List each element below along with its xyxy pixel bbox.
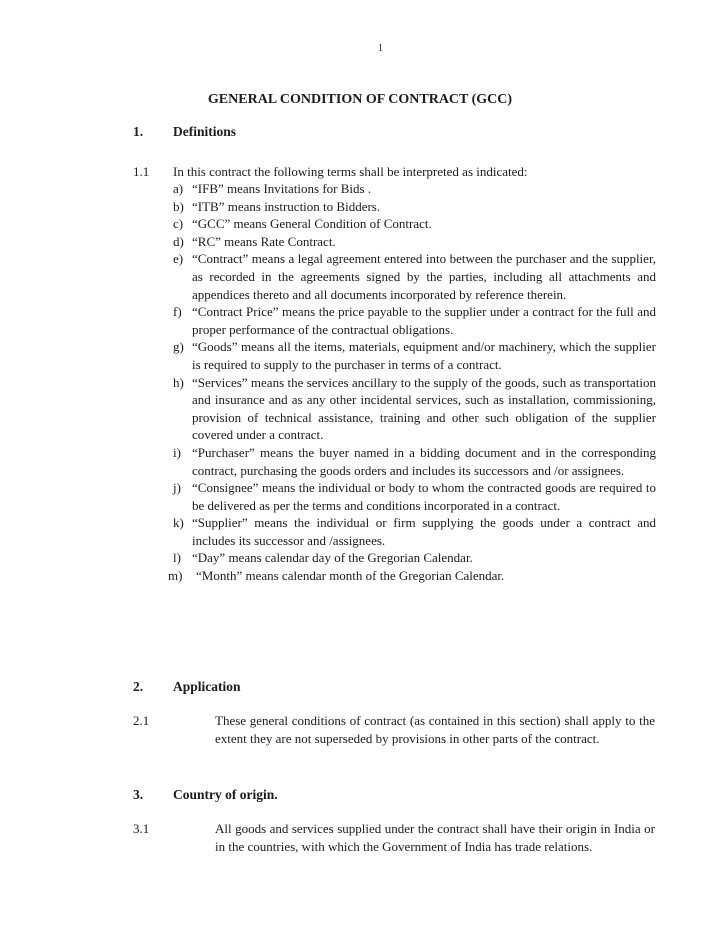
list-marker: g)	[173, 339, 184, 355]
list-item	[173, 374, 656, 444]
list-item	[173, 215, 656, 233]
page-number: 1	[378, 43, 383, 54]
definition-text: “Goods” means all the items, materials, equipment and/or machinery, which the supplier is required to supply to the purchaser in terms of a contract.	[192, 339, 656, 372]
section-title: Definitions	[173, 124, 237, 139]
definition-text: “Consignee” means the individual or body to whom the contracted goods are required to be delivered as per the terms and conditions incorporated in a contract.	[192, 480, 656, 513]
document-title: GENERAL CONDITION OF CONTRACT (GCC)	[207, 92, 513, 107]
definition-text: “ITB” means instruction to Bidders.	[192, 198, 381, 214]
clause-text: These general conditions of contract (as contained in this section) shall apply to the extent they are not superseded by provisions in other parts of the contract.	[215, 713, 655, 746]
list-marker: k)	[173, 515, 184, 531]
list-item	[173, 303, 656, 338]
clause-intro: In this contract the following terms shall be interpreted as indicated:	[173, 164, 528, 179]
section-number: 3.	[133, 787, 144, 802]
definition-text: “Contract” means a legal agreement entered into between the purchaser and the supplier, as recorded in the agreements signed by the parties, including all attachments and appendices thereto and all documents incorporated by reference therein.	[192, 251, 656, 302]
clause-number: 1.1	[133, 164, 150, 179]
list-marker: i)	[173, 444, 181, 460]
list-marker: j)	[173, 480, 181, 496]
definition-text: “RC” means Rate Contract.	[192, 233, 336, 249]
definition-text: “Contract Price” means the price payable to the supplier under a contract for the full and proper performance of the contractual obligations.	[192, 304, 656, 337]
section-title: Country of origin.	[173, 787, 278, 802]
definition-text: “GCC” means General Condition of Contract.	[192, 216, 432, 232]
list-item	[173, 338, 656, 373]
definition-text: “IFB” means Invitations for Bids .	[192, 181, 372, 196]
list-marker: l)	[173, 550, 181, 566]
list-marker: b)	[173, 198, 184, 214]
list-item	[173, 180, 656, 198]
list-marker: e)	[173, 251, 184, 267]
clause-number: 3.1	[133, 821, 150, 836]
definition-text: “Day” means calendar day of the Gregorian Calendar.	[192, 550, 473, 566]
definition-text: “Services” means the services ancillary to the supply of the goods, such as transportation and insurance and as any other incidental services, such as installation, commissioning, provision of technical assistance, training and other such obligation of the supplier covered under a contract.	[192, 374, 656, 443]
list-marker: f)	[173, 304, 182, 320]
list-item	[173, 549, 656, 567]
list-item	[173, 514, 656, 549]
list-item	[173, 198, 656, 216]
section-number: 1.	[133, 124, 144, 139]
section-title: Application	[173, 679, 241, 694]
list-item	[173, 444, 656, 479]
definition-text: “Supplier” means the individual or firm supplying the goods under a contract and includes its successor and /assignees.	[192, 515, 656, 548]
list-marker: m)	[168, 568, 183, 584]
list-item	[173, 479, 656, 514]
section-number: 2.	[133, 679, 144, 694]
clause-text: All goods and services supplied under the contract shall have their origin in India or in the countries, with which the Government of India has trade relations.	[215, 821, 655, 854]
list-marker: c)	[173, 216, 184, 232]
definition-text: “Month” means calendar month of the Gregorian Calendar.	[196, 568, 505, 584]
list-item	[173, 233, 656, 251]
clause-number: 2.1	[133, 713, 150, 728]
list-item	[173, 250, 656, 303]
list-marker: a)	[173, 181, 184, 196]
definition-text: “Purchaser” means the buyer named in a bidding document and in the corresponding contract, purchasing the goods orders and includes its successors and /or assignees.	[192, 444, 656, 478]
list-marker: h)	[173, 374, 184, 390]
list-marker: d)	[173, 233, 184, 249]
list-item	[168, 567, 656, 585]
definitions-list	[168, 180, 656, 585]
